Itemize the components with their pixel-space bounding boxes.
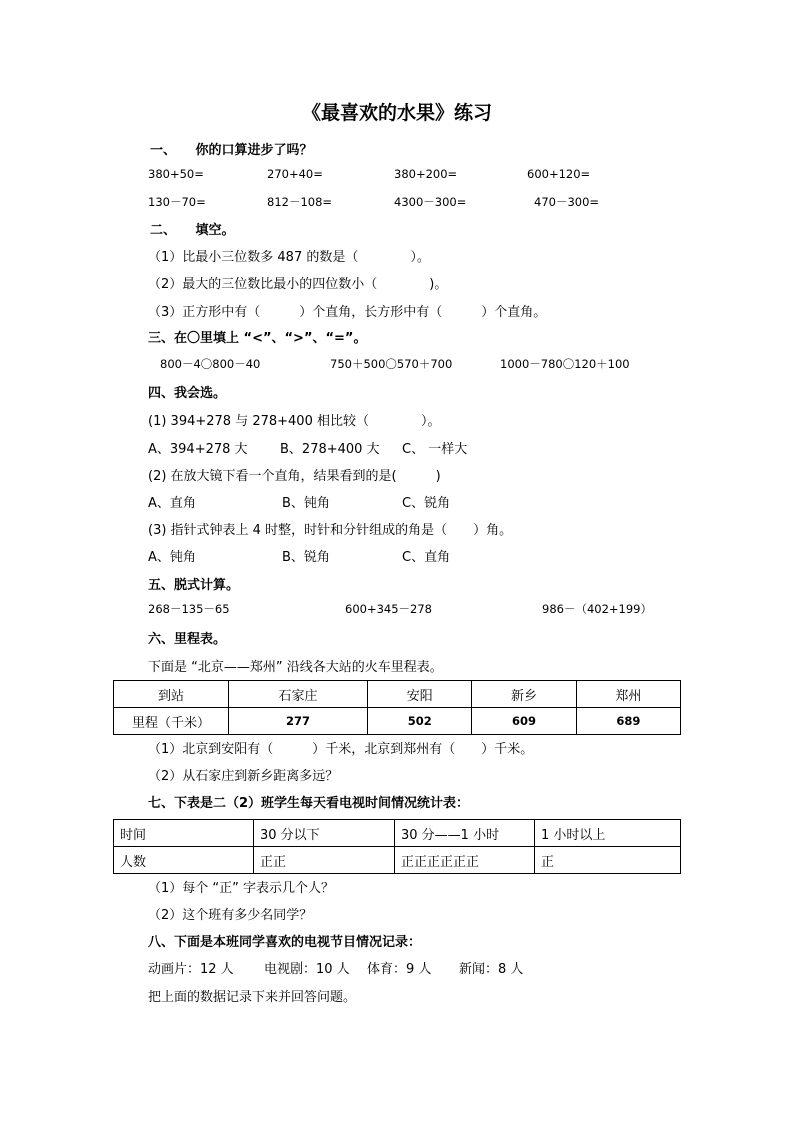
- oral-calc-item: 4300－300=: [394, 195, 467, 209]
- oral-calc-item: 380+50=: [148, 167, 204, 181]
- record-item: 动画片：12 人: [148, 962, 234, 977]
- table-row: [114, 681, 681, 708]
- choice-option: C、锐角: [402, 496, 451, 511]
- record-item: 电视剧：10 人: [264, 962, 350, 977]
- table-cell: 277: [229, 708, 368, 735]
- choice-option: B、锐角: [282, 550, 330, 565]
- oral-calc-item: 600+120=: [527, 167, 591, 181]
- section-8-heading: 八、下面是本班同学喜欢的电视节目情况记录：: [148, 935, 422, 950]
- table-cell: 502: [368, 708, 472, 735]
- compare-item: 750＋500〇570＋700: [330, 357, 453, 371]
- tv-question-2: （2）这个班有多少名同学？: [148, 908, 313, 923]
- table-row: [114, 820, 681, 847]
- record-item: 新闻：8 人: [459, 962, 524, 977]
- table-cell: 正: [535, 847, 681, 874]
- table-cell: 609: [472, 708, 576, 735]
- calc-item: 268－135－65: [148, 602, 230, 616]
- mileage-table: [113, 680, 681, 735]
- choice-option: A、直角: [148, 496, 196, 511]
- choice-option: A、钝角: [148, 550, 196, 565]
- table-header-cell: 石家庄: [229, 681, 368, 708]
- section-5-heading: 五、脱式计算。: [148, 578, 240, 593]
- choice-option: A、394+278 大: [148, 442, 248, 457]
- table-header-cell: 到站: [114, 681, 229, 708]
- compare-item: 800－4〇800－40: [160, 357, 261, 371]
- table-cell: 人数: [114, 847, 254, 874]
- oral-calc-item: 130－70=: [148, 195, 206, 209]
- mileage-question-2: （2）从石家庄到新乡距离多远？: [148, 769, 339, 784]
- fill-question-3: （3）正方形中有（ ）个直角，长方形中有（ ）个直角。: [148, 305, 547, 320]
- table-cell: 里程（千米）: [114, 708, 229, 735]
- fill-question-1: （1）比最小三位数多 487 的数是（ ）。: [148, 250, 430, 265]
- oral-calc-item: 470－300=: [534, 195, 600, 209]
- tv-time-table: [113, 819, 681, 874]
- choice-question-3: (3) 指针式钟表上 4 时整，时针和分针组成的角是（ ）角。: [148, 523, 513, 538]
- calc-item: 600+345－278: [345, 602, 432, 616]
- section-3-heading: 三、在〇里填上 “<”、“>”、“=”。: [148, 331, 367, 346]
- table-cell: 689: [576, 708, 680, 735]
- table-cell: 正正: [254, 847, 395, 874]
- table-header-cell: 30 分——1 小时: [395, 820, 535, 847]
- page-title: 《最喜欢的水果》练习: [301, 102, 492, 124]
- record-instruction: 把上面的数据记录下来并回答问题。: [148, 990, 357, 1005]
- table-row: [114, 708, 681, 735]
- fill-question-2: （2）最大的三位数比最小的四位数小（ )。: [148, 277, 448, 292]
- section-4-heading: 四、我会选。: [148, 386, 227, 401]
- choice-option: B、钝角: [282, 496, 330, 511]
- table-header-cell: 30 分以下: [254, 820, 395, 847]
- table-header-cell: 安阳: [368, 681, 472, 708]
- choice-question-2: (2) 在放大镜下看一个直角，结果看到的是( ): [148, 469, 441, 484]
- section-7-heading: 七、下表是二（2）班学生每天看电视时间情况统计表：: [148, 796, 470, 811]
- table-header-cell: 新乡: [472, 681, 576, 708]
- oral-calc-item: 380+200=: [394, 167, 458, 181]
- section-2-heading: 二、 填空。: [150, 223, 235, 238]
- mileage-intro: 下面是 “北京——郑州” 沿线各大站的火车里程表。: [148, 660, 443, 675]
- choice-option: B、278+400 大: [280, 442, 380, 457]
- section-1-heading: 一、 你的口算进步了吗？: [150, 143, 313, 158]
- mileage-question-1: （1）北京到安阳有（ ）千米，北京到郑州有（ ）千米。: [148, 742, 534, 757]
- table-cell: 正正正正正正: [395, 847, 535, 874]
- tv-question-1: （1）每个 “正” 字表示几个人？: [148, 881, 335, 896]
- table-header-cell: 时间: [114, 820, 254, 847]
- table-header-cell: 1 小时以上: [535, 820, 681, 847]
- table-header-cell: 郑州: [576, 681, 680, 708]
- oral-calc-item: 270+40=: [267, 167, 323, 181]
- choice-option: C、直角: [402, 550, 451, 565]
- record-item: 体育：9 人: [367, 962, 432, 977]
- table-row: [114, 847, 681, 874]
- calc-item: 986－（402+199）: [542, 602, 652, 616]
- choice-question-1: (1) 394+278 与 278+400 相比较（ ）。: [148, 414, 441, 429]
- section-6-heading: 六、里程表。: [148, 632, 227, 647]
- oral-calc-item: 812－108=: [267, 195, 333, 209]
- compare-item: 1000－780〇120＋100: [500, 357, 630, 371]
- choice-option: C、 一样大: [402, 442, 468, 457]
